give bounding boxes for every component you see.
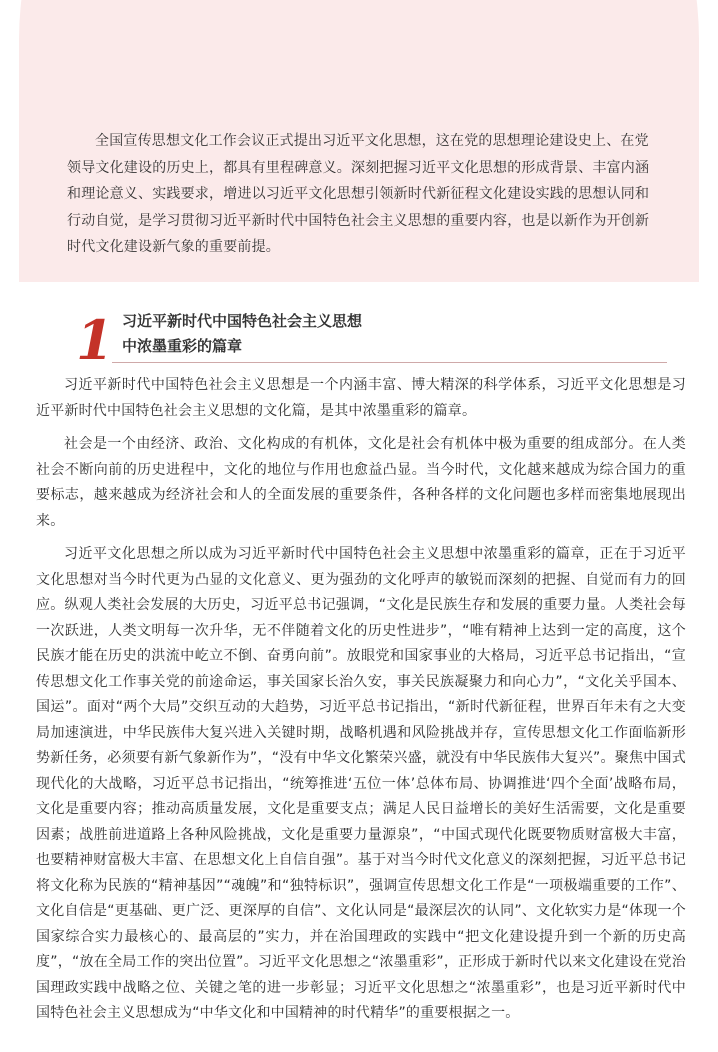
section-header — [70, 305, 670, 372]
body-paragraph-2: 社会是一个由经济、政治、文化构成的有机体，文化是社会有机体中极为重要的组成部分。在人类社会不断向前的历史进程中，文化的地位与作用也愈益凸显。当今时代，文化越来越成为综合国力的重要标志，越来越成为经济社会和人的全面发展的重要条件，各种各样的文化问题也多样而密集地展现出来。 — [36, 436, 686, 529]
article-body — [36, 373, 686, 1035]
section-title-line-1: 习近平新时代中国特色社会主义思想 — [122, 312, 363, 330]
body-paragraph-1: 习近平新时代中国特色社会主义思想是一个内涵丰富、博大精深的科学体系，习近平文化思想是习近平新时代中国特色社会主义思想的文化篇，是其中浓墨重彩的篇章。 — [36, 377, 686, 419]
body-paragraph-3: 习近平文化思想之所以成为习近平新时代中国特色社会主义思想中浓墨重彩的篇章，正在于习近平文化思想对当今时代更为凸显的文化意义、更为强劲的文化呼声的敏锐而深刻的把握、自觉而有力的回应。纵观人类社会发展的大历史，习近平总书记强调，“文化是民族生存和发展的重要力量。人类社会每一次跃进，人类文明每一次升华，无不伴随着文化的历史性进步”，“唯有精神上达到一定的高度，这个民族才能在历史的洪流中屹立不倒、奋勇向前”。放眼党和国家事业的大格局，习近平总书记指出，“宣传思想文化工作事关党的前途命运，事关国家长治久安，事关民族凝聚力和向心力”，“文化关乎国本、国运”。面对“两个大局”交织互动的大趋势，习近平总书记指出，“新时代新征程，世界百年未有之大变局加速演进，中华民族伟大复兴进入关键时期，战略机遇和风险挑战并存，宣传思想文化工作面临新形势新任务，必须要有新气象新作为”，“没有中华文化繁荣兴盛，就没有中华民族伟大复兴”。聚焦中国式现代化的大战略，习近平总书记指出，“统筹推进‘五位一体’总体布局、协调推进‘四个全面’战略布局，文化是重要内容；推动高质量发展，文化是重要支点；满足人民日益增长的美好生活需要，文化是重要因素；战胜前进道路上各种风险挑战，文化是重要力量源泉”，“中国式现代化既要物质财富极大丰富，也要精神财富极大丰富、在思想文化上自信自强”。基于对当今时代文化意义的深刻把握，习近平总书记将文化称为民族的“精神基因”“魂魄”和“独特标识”，强调宣传思想文化工作是“一项极端重要的工作”、文化自信是“更基础、更广泛、更深厚的自信”、文化认同是“最深层次的认同”、文化软实力是“体现一个国家综合实力最核心的、最高层的”实力，并在治国理政的实践中“把文化建设提升到一个新的历史高度”，“放在全局工作的突出位置”。习近平文化思想之“浓墨重彩”，正形成于新时代以来文化建设在党治国理政实践中战略之位、关键之笔的进一步彰显；习近平文化思想之“浓墨重彩”，也是习近平新时代中国特色社会主义思想成为“中华文化和中国精神的时代精华”的重要根据之一。 — [36, 546, 686, 1021]
section-number: 1 — [76, 308, 114, 372]
intro-paragraph: 全国宣传思想文化工作会议正式提出习近平文化思想，这在党的思想理论建设史上、在党领导文化建设的历史上，都具有里程碑意义。深刻把握习近平文化思想的形成背景、丰富内涵和理论意义、实践要求，增进以习近平文化思想引领新时代新征程文化建设实践的思想认同和行动自觉，是学习贯彻习近平新时代中国特色社会主义思想的重要内容，也是以新作为开创新时代文化建设新气象的重要前提。 — [67, 133, 650, 255]
section-title — [122, 309, 362, 359]
section-title-line-2: 中浓墨重彩的篇章 — [122, 337, 243, 355]
section-divider — [112, 362, 667, 363]
